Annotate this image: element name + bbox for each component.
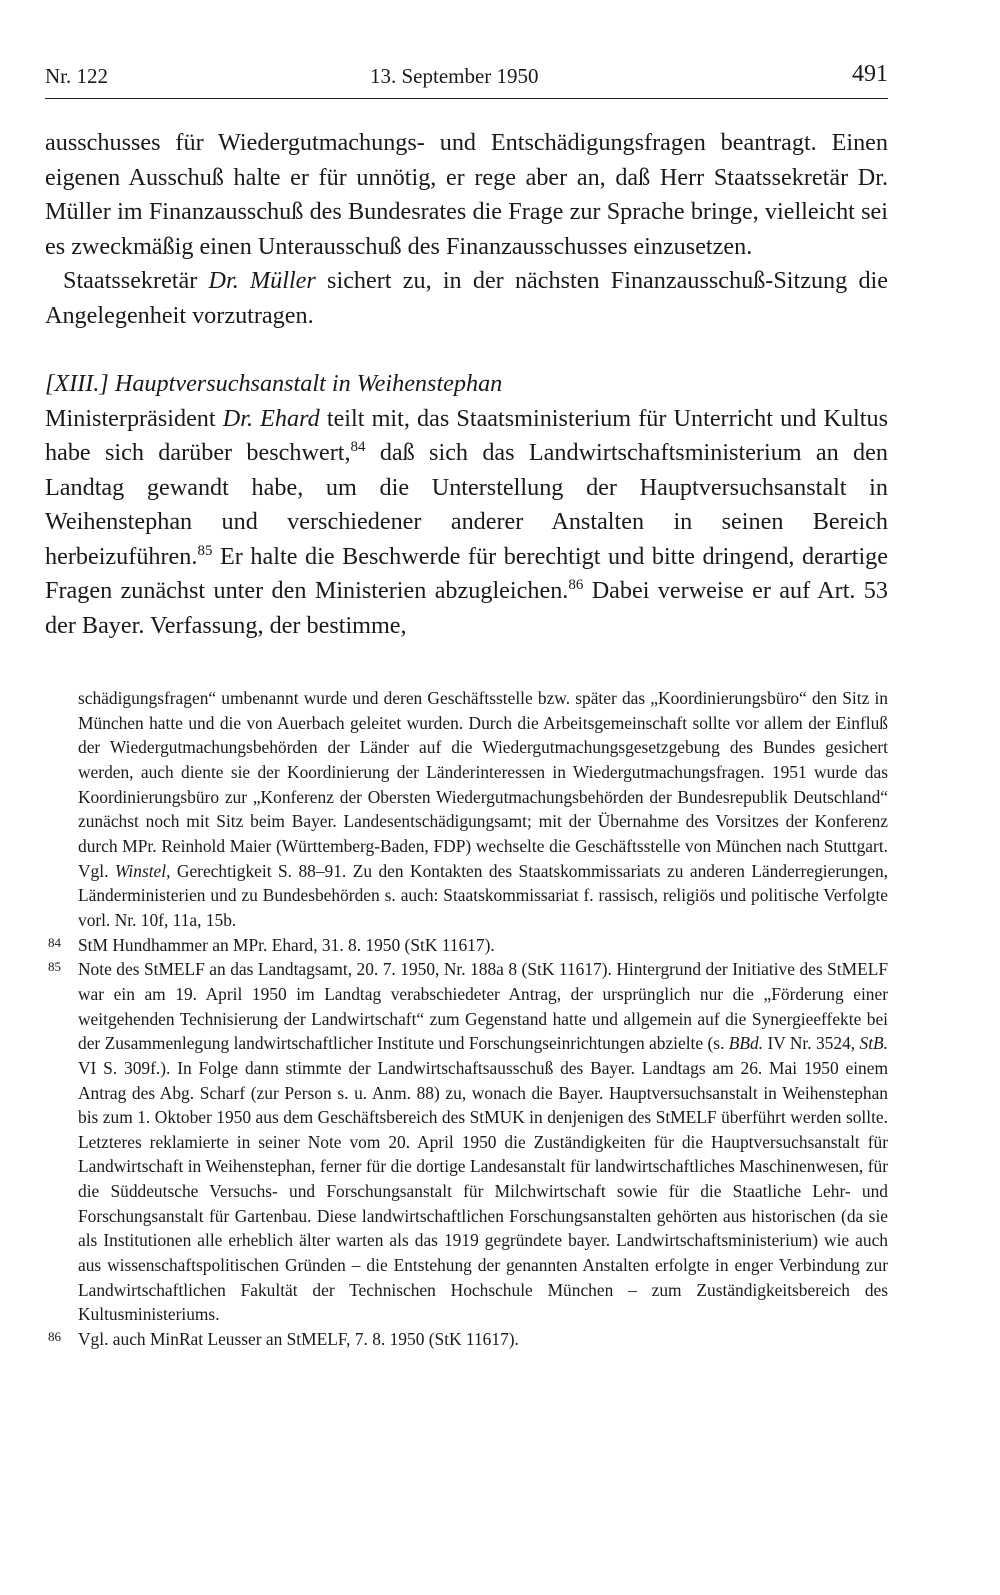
footnote-85-text-2: IV Nr. 3524, [763,1033,860,1054]
section-heading [45,367,888,402]
footnote-ref-85[interactable]: 85 [197,542,213,559]
footnote-85 [45,957,888,1327]
paragraph-ehard-text-1: teilt mit, das Staatsministerium für Unterricht und Kultus habe sich darüber beschwert, [45,404,888,466]
footnote-86-number: 86 [48,1329,61,1345]
running-header [45,62,888,99]
footnote-85-source-stb: StB. [859,1033,888,1054]
footnote-84-text: StM Hundhammer an MPr. Ehard, 31. 8. 1950 (StK 11617). [78,934,495,955]
person-name-ehard: Dr. Ehard [222,404,320,432]
footnote-84-number: 84 [48,934,61,950]
paragraph-continuation: ausschusses für Wiedergutmachungs- und Entschädigungsfragen beantragt. Einen eigenen Ausschuß halte er für unnötig, er rege aber an, daß Herr Staatssekretär Dr. Müller im Finanzausschuß des Bundesrates die Frage zur Sprache bringe, vielleicht sei es zweckmäßig einen Unterausschuß des Finanzausschusses einzusetzen. [45,129,888,260]
paragraph-mueller [45,264,888,333]
main-text [45,126,888,643]
footnote-continuation [45,686,888,933]
paragraph-ehard-lead: Ministerpräsident [45,404,216,432]
page-number: 491 [852,61,888,87]
person-name-mueller: Dr. Müller [208,267,316,294]
footnote-86-text: Vgl. auch MinRat Leusser an StMELF, 7. 8. 1950 (StK 11617). [78,1329,519,1350]
footnote-85-number: 85 [48,959,61,975]
paragraph-mueller-rest: sichert zu, in der nächsten Finanzausschuß-Sitzung die Angelegenheit vorzutragen. [45,267,889,329]
section-title: Hauptversuchsanstalt in Weihenstephan [114,370,503,397]
paragraph-ehard-text-2: daß sich das Landwirtschaftsministerium an den Landtag gewandt habe, um die Unterstellung der Hauptversuchsanstalt in Weihenstephan und verschiedener anderer Anstalten in seinen Bereich herbeizuführen. [45,439,888,570]
footnote-85-source-bbd: BBd. [728,1033,764,1054]
footnote-86 [45,1327,888,1352]
footnote-continuation-text-1: schädigungsfragen“ umbenannt wurde und deren Geschäftsstelle bzw. später das „Koordinierungsbüro“ den Sitz in München hatte und die von Auerbach geleitet wurden. Durch die Arbeitsgemeinschaft sollte vor allem der Einfluß der Wiedergutmachungsbehörden der Länder auf die Wiedergutmachungsgesetzgebung des Bundes gesichert werden, auch diente sie der Koordinierung der Länderinteressen in Wiedergutmachungsfragen. 1951 wurde das Koordinierungsbüro zur „Konferenz der Obersten Wiedergutmachungsbehörden der Bundesrepublik Deutschland“ zunächst noch mit Sitz beim Bayer. Landesentschädigungsamt; mit der Übernahme des Vorsitzes der Konferenz durch MPr. Reinhold Maier (Württemberg-Baden, FDP) wechselte die Geschäftsstelle von München nach Stuttgart. Vgl. [78,688,888,881]
paragraph-ehard-text-3: Er halte die Beschwerde für berechtigt und bitte dringend, derartige Fragen zunächst unter den Ministerien abzugleichen. [45,542,888,604]
footnote-85-text-1: Note des StMELF an das Landtagsamt, 20. 7. 1950, Nr. 188a 8 (StK 11617). Hintergrund der Initiative des StMELF war ein am 19. April 1950 im Landtag verabschiedeter Antrag, der ursprünglich nur die „Förderung einer weitgehenden Technisierung der Landwirtschaft“ zum Gegenstand hatte und allgemein auf die Synergieeffekte bei der Zusammenlegung landwirtschaftlicher Institute und Forschungseinrichtungen abzielte (s. [78,959,888,1054]
footnotes-section [45,686,888,1352]
footnote-continuation-author: Winstel, [114,860,171,881]
footnote-85-text-3: VI S. 309f.). In Folge dann stimmte der Landwirtschaftsausschuß des Bayer. Landtags am 26. Mai 1950 einem Antrag des Abg. Scharf (zur Person s. u. Anm. 88) zu, wonach die Bayer. Hauptversuchsanstalt in Weihenstephan bis zum 1. Oktober 1950 aus dem Geschäftsbereich des StMUK in denjenigen des StMELF überführt werden sollte. Letzteres reklamierte in seiner Note vom 20. April 1950 die Zuständigkeiten für die Hauptversuchsanstalt für Landwirtschaft in Weihenstephan, ferner für die dortige Landesanstalt für landwirtschaftliches Maschinenwesen, für die Süddeutsche Versuchs- und Forschungsanstalt für Milchwirtschaft sowie für die Staatliche Lehr- und Forschungsanstalt für Gartenbau. Diese landwirtschaftlichen Forschungsanstalten gehörten aus historischen (da sie als Institutionen alle erheblich älter warten als das 1919 gegründete bayer. Landwirtschaftsministerium) wie auch aus wissenschaftspolitischen Gründen – die Entstehung der genannten Anstalten erfolgte in enger Verbindung zur Landwirtschaftlichen Fakultät der Technischen Hochschule München – zum Zuständigkeitsbereich des Kultusministeriums. [78,1057,888,1325]
footnote-ref-86[interactable]: 86 [568,576,584,593]
session-date: 13. September 1950 [370,64,539,88]
section-number: [XIII.] [45,370,109,397]
footnote-continuation-text-2: Gerechtigkeit S. 88–91. Zu den Kontakten des Staatskommissariats zu anderen Länderregierungen, Länderministerien und zu Bundesbehörden s. auch: Staatskommissariat f. rassisch, religiös und politische Verfolgte vorl. Nr. 10f, 11a, 15b. [78,860,888,930]
document-number: Nr. 122 [45,64,108,88]
paragraph-mueller-lead: Staatssekretär [63,267,198,294]
paragraph-ehard [45,402,888,644]
paragraph-ehard-text-4: Dabei verweise er auf Art. 53 der Bayer. Verfassung, der bestimme, [45,577,888,639]
footnote-84 [45,933,888,958]
footnote-ref-84[interactable]: 84 [350,438,366,455]
